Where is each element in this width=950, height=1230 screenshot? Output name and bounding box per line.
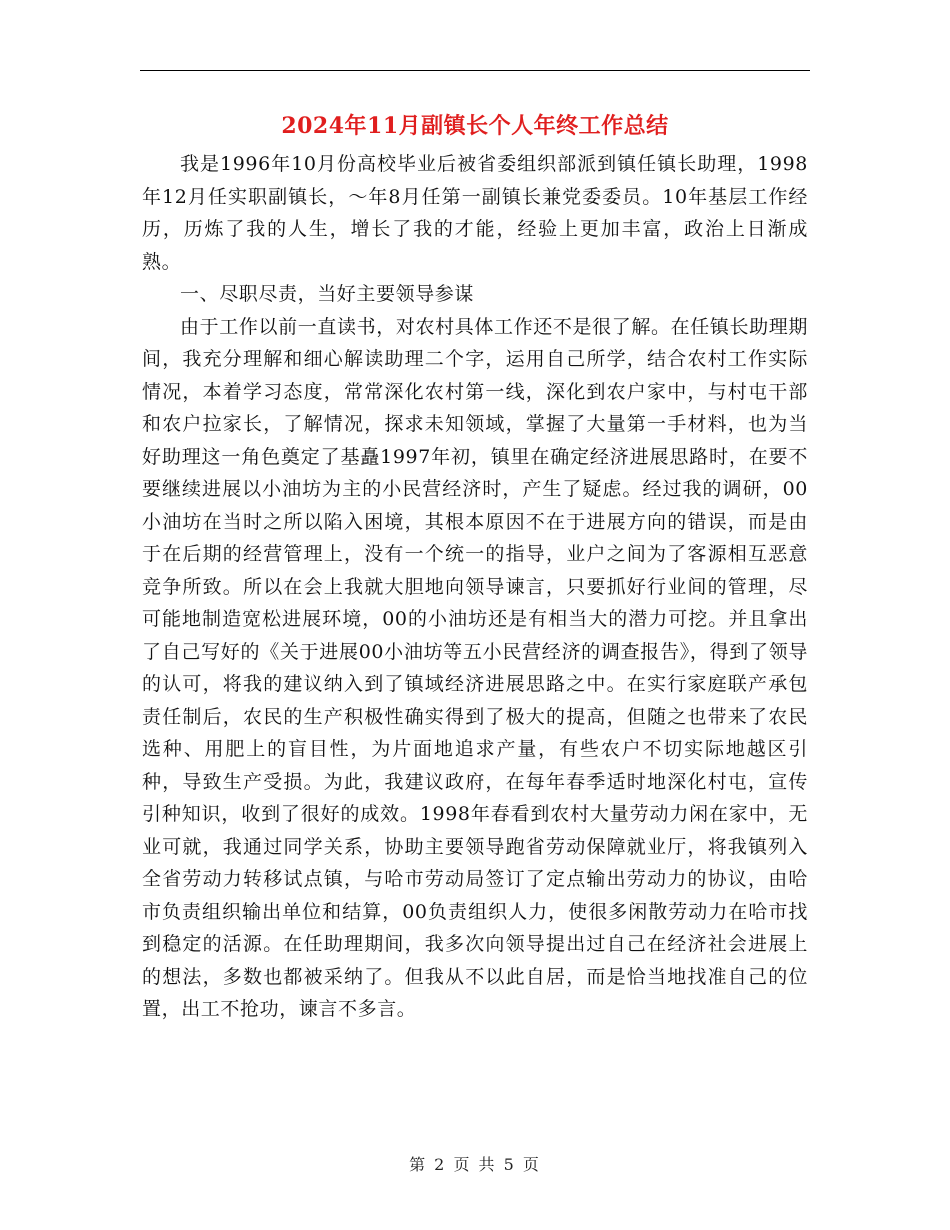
header-rule xyxy=(140,70,810,71)
document-body xyxy=(142,148,808,1026)
page-number: 第 2 页 共 5 页 xyxy=(409,1155,541,1174)
paragraph-intro: 我是1996年10月份高校毕业后被省委组织部派到镇任镇长助理，1998年12月任实职副镇长，～年8月任第一副镇长兼党委委员。10年基层工作经历，历炼了我的人生，增长了我的才能，经验上更加丰富，政治上日渐成熟。 xyxy=(142,153,808,273)
paragraph-section-one: 由于工作以前一直读书，对农村具体工作还不是很了解。在任镇长助理期间，我充分理解和细心解读助理二个字，运用自己所学，结合农村工作实际情况，本着学习态度，常常深化农村第一线，深化到农户家中，与村屯干部和农户拉家长，了解情况，探求未知领域，掌握了大量第一手材料，也为当好助理这一角色奠定了基矗1997年初，镇里在确定经济进展思路时，在要不要继续进展以小油坊为主的小民营经济时，产生了疑虑。经过我的调研，00小油坊在当时之所以陷入困境，其根本原因不在于进展方向的错误，而是由于在后期的经营管理上，没有一个统一的指导，业户之间为了客源相互恶意竞争所致。所以在会上我就大胆地向领导谏言，只要抓好行业间的管理，尽可能地制造宽松进展环境，00的小油坊还是有相当大的潜力可挖。并且拿出了自己写好的《关于进展00小油坊等五小民营经济的调查报告》，得到了领导的认可，将我的建议纳入到了镇域经济进展思路之中。在实行家庭联产承包责任制后，农民的生产积极性确实得到了极大的提高，但随之也带来了农民选种、用肥上的盲目性，为片面地追求产量，有些农户不切实际地越区引种，导致生产受损。为此，我建议政府，在每年春季适时地深化村屯，宣传引种知识，收到了很好的成效。1998年春看到农村大量劳动力闲在家中，无业可就，我通过同学关系，协助主要领导跑省劳动保障就业厅，将我镇列入全省劳动力转移试点镇，与哈市劳动局签订了定点输出劳动力的协议，由哈市负责组织输出单位和结算，00负责组织人力，使很多闲散劳动力在哈市找到稳定的活源。在任助理期间，我多次向领导提出过自己在经济社会进展上的想法，多数也都被采纳了。但我从不以此自居，而是恰当地找准自己的位置，出工不抢功，谏言不多言。 xyxy=(142,315,808,1020)
section-heading: 一、尽职尽责，当好主要领导参谋 xyxy=(180,283,475,305)
document-title: 2024年11月副镇长个人年终工作总结 xyxy=(281,113,669,139)
